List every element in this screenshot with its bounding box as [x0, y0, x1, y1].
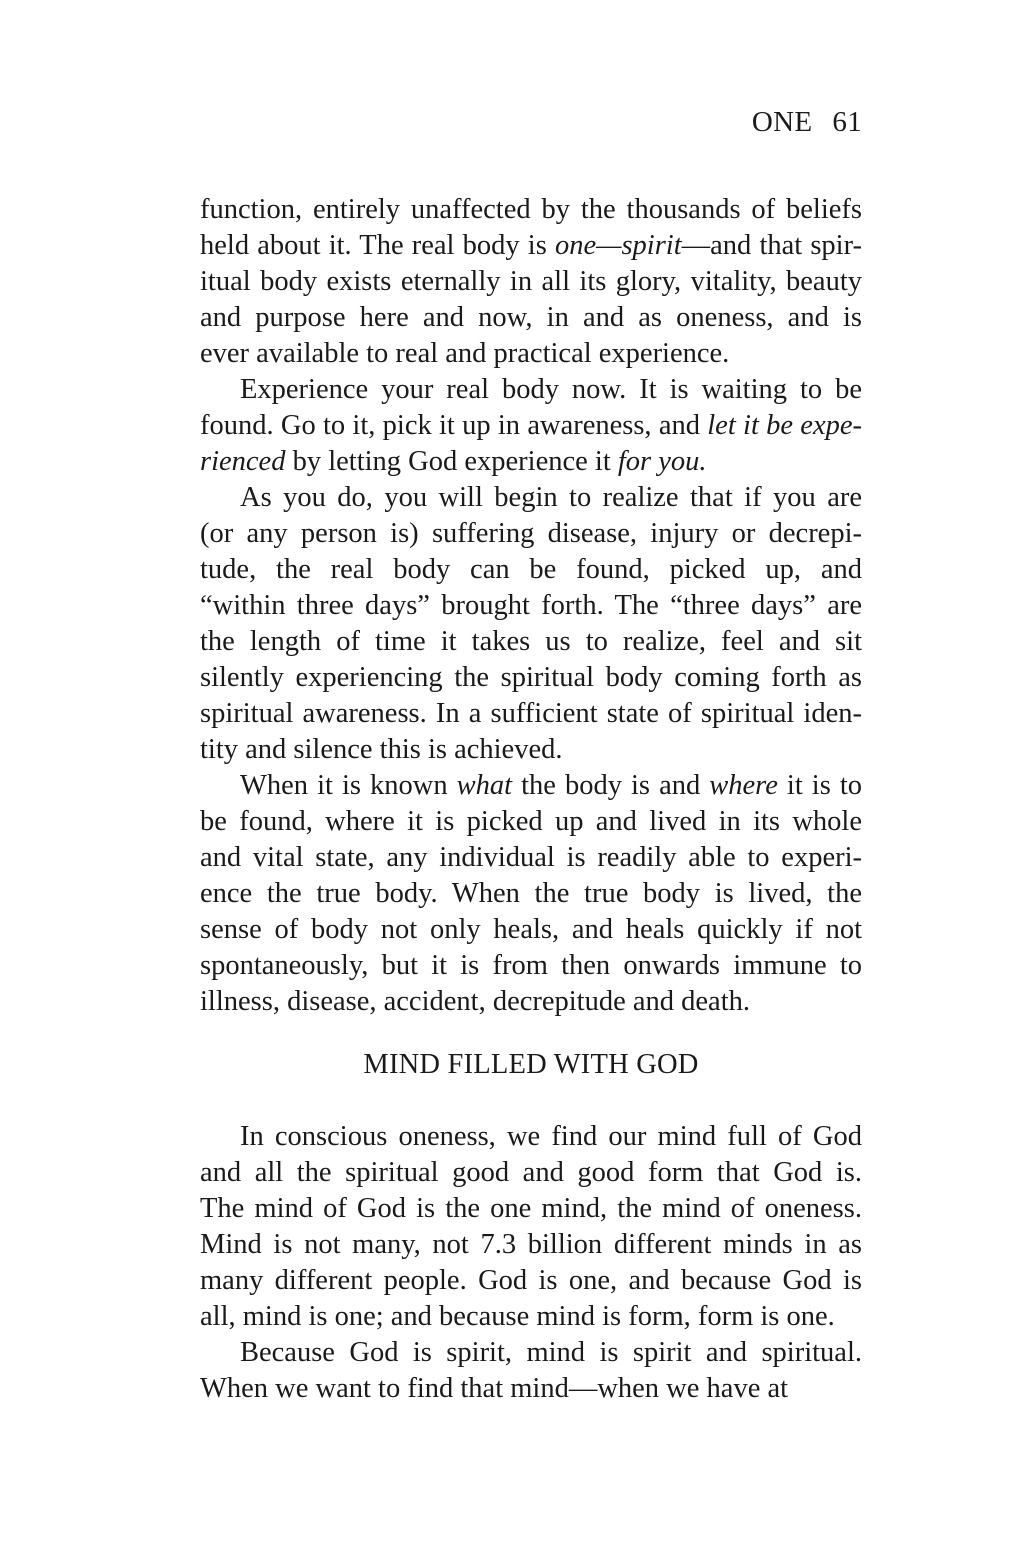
- text-line-content: [200, 1191, 862, 1227]
- text-line-content: [200, 734, 562, 765]
- text-line-content: [200, 264, 862, 300]
- text-line-content: [200, 986, 750, 1017]
- text-line-content: [200, 338, 729, 369]
- text-line-content: [240, 480, 862, 516]
- text-run: by letting God experience it: [285, 446, 618, 477]
- text-run: Because God is spirit, mind is spirit and spiritual.: [240, 1337, 862, 1368]
- section-heading: MIND FILLED WITH GOD: [363, 1049, 699, 1080]
- text-run: it is to: [777, 770, 862, 801]
- text-line-content: [200, 228, 862, 264]
- text-line-content: [240, 1335, 862, 1371]
- text-line: [200, 1119, 862, 1155]
- text-run: “within three days” brought forth. The “three days” are: [200, 590, 862, 621]
- text-line-content: [200, 192, 862, 228]
- text-line: [200, 1155, 862, 1191]
- text-run: the length of time it takes us to realize, feel and sit: [200, 626, 862, 657]
- text-run: When we want to find that mind—when we have at: [200, 1373, 789, 1404]
- text-line: [200, 372, 862, 408]
- text-line-content: [240, 1119, 862, 1155]
- text-line: [200, 588, 862, 624]
- text-line-content: [200, 1155, 862, 1191]
- text-line: [200, 948, 862, 984]
- text-run: When it is known: [240, 770, 457, 801]
- text-run: and all the spiritual good and good form that God is.: [200, 1157, 862, 1188]
- text-line-content: [200, 552, 862, 588]
- text-line: [200, 696, 862, 732]
- italic-text: where: [709, 770, 778, 801]
- text-line: [200, 552, 862, 588]
- text-line: [200, 768, 862, 804]
- text-line-content: [200, 1301, 835, 1332]
- text-line: [200, 1299, 862, 1335]
- text-line: [200, 336, 862, 372]
- text-run: many different people. God is one, and because God is: [200, 1265, 862, 1296]
- text-line: [200, 300, 862, 336]
- text-run: tity and silence this is achieved.: [200, 734, 563, 765]
- paragraph: [200, 768, 862, 1020]
- text-line: [200, 516, 862, 552]
- text-line-content: [200, 840, 862, 876]
- paragraph: [200, 480, 862, 768]
- paragraph: [200, 192, 862, 372]
- text-run: spiritual awareness. In a sufficient state of spiritual iden-: [200, 698, 862, 729]
- text-run: and vital state, any individual is readily able to experi-: [200, 842, 862, 873]
- text-line-content: [200, 408, 862, 444]
- text-line-content: [200, 948, 862, 984]
- text-line: [200, 1371, 862, 1407]
- text-line-content: [200, 876, 862, 912]
- text-run: found. Go to it, pick it up in awareness, and: [200, 410, 708, 441]
- text-line: [200, 1263, 862, 1299]
- text-run: and purpose here and now, in and as oneness, and is: [200, 302, 862, 333]
- page-number: 61: [832, 106, 862, 138]
- text-line-content: [200, 1227, 862, 1263]
- text-line-content: [200, 696, 862, 732]
- text-line: [200, 1227, 862, 1263]
- text-line: [200, 876, 862, 912]
- text-run: held about it. The real body is: [200, 230, 555, 261]
- text-line: [200, 804, 862, 840]
- text-line-content: [200, 1263, 862, 1299]
- text-run: Experience your real body now. It is waiting to be: [240, 374, 862, 405]
- text-line: [200, 1191, 862, 1227]
- italic-text: one—spirit: [554, 230, 682, 261]
- text-line: [200, 408, 862, 444]
- text-line-content: [200, 588, 862, 624]
- paragraph: [200, 1119, 862, 1335]
- text-line-content: [240, 372, 862, 408]
- text-run: ever available to real and practical experience.: [200, 338, 730, 369]
- text-line: [200, 624, 862, 660]
- text-line-content: [200, 516, 862, 552]
- text-run: Mind is not many, not 7.3 billion different minds in as: [200, 1229, 862, 1260]
- text-run: all, mind is one; and because mind is form, form is one.: [200, 1301, 835, 1332]
- text-run: As you do, you will begin to realize that if you are: [240, 482, 862, 513]
- text-line-content: [200, 1373, 788, 1404]
- running-head-chapter: ONE: [751, 106, 813, 138]
- text-line: [200, 264, 862, 300]
- body-text-after-heading: [200, 1119, 862, 1407]
- italic-text: rienced: [200, 446, 286, 477]
- text-line-content: [240, 768, 862, 804]
- text-line-content: [200, 446, 707, 477]
- text-line: [200, 660, 862, 696]
- text-line: [200, 912, 862, 948]
- text-line: [200, 1335, 862, 1371]
- text-run: (or any person is) suffering disease, injury or decrepi-: [200, 518, 862, 549]
- text-run: function, entirely unaffected by the thousands of beliefs: [200, 194, 862, 225]
- text-run: ence the true body. When the true body is lived, the: [200, 878, 862, 909]
- text-line-content: [200, 300, 862, 336]
- text-line-content: [200, 804, 862, 840]
- italic-text: for you.: [617, 446, 707, 477]
- text-line: [200, 228, 862, 264]
- body-text-before-heading: [200, 192, 862, 1020]
- text-run: illness, disease, accident, decrepitude and death.: [200, 986, 750, 1017]
- text-run: In conscious oneness, we find our mind full of God: [240, 1121, 862, 1152]
- text-line-content: [200, 912, 862, 948]
- paragraph: [200, 1335, 862, 1407]
- italic-text: what: [456, 770, 513, 801]
- italic-text: let it be expe-: [707, 410, 862, 441]
- running-head: [752, 106, 862, 139]
- text-line: [200, 984, 862, 1020]
- text-run: be found, where it is picked up and lived in its whole: [200, 806, 862, 837]
- body-text: [200, 192, 862, 1407]
- text-line: [200, 480, 862, 516]
- text-run: —and that spir-: [681, 230, 863, 261]
- text-run: silently experiencing the spiritual body coming forth as: [200, 662, 862, 693]
- text-run: the body is and: [512, 770, 710, 801]
- text-line-content: [200, 624, 862, 660]
- text-line: [200, 840, 862, 876]
- text-line-content: [200, 660, 862, 696]
- text-line: [200, 192, 862, 228]
- text-run: sense of body not only heals, and heals quickly if not: [200, 914, 862, 945]
- text-line: [200, 444, 862, 480]
- text-run: tude, the real body can be found, picked up, and: [200, 554, 862, 585]
- text-run: The mind of God is the one mind, the mind of oneness.: [200, 1193, 862, 1224]
- text-run: itual body exists eternally in all its glory, vitality, beauty: [200, 266, 862, 297]
- text-run: spontaneously, but it is from then onwards immune to: [200, 950, 862, 981]
- paragraph: [200, 372, 862, 480]
- text-line: [200, 732, 862, 768]
